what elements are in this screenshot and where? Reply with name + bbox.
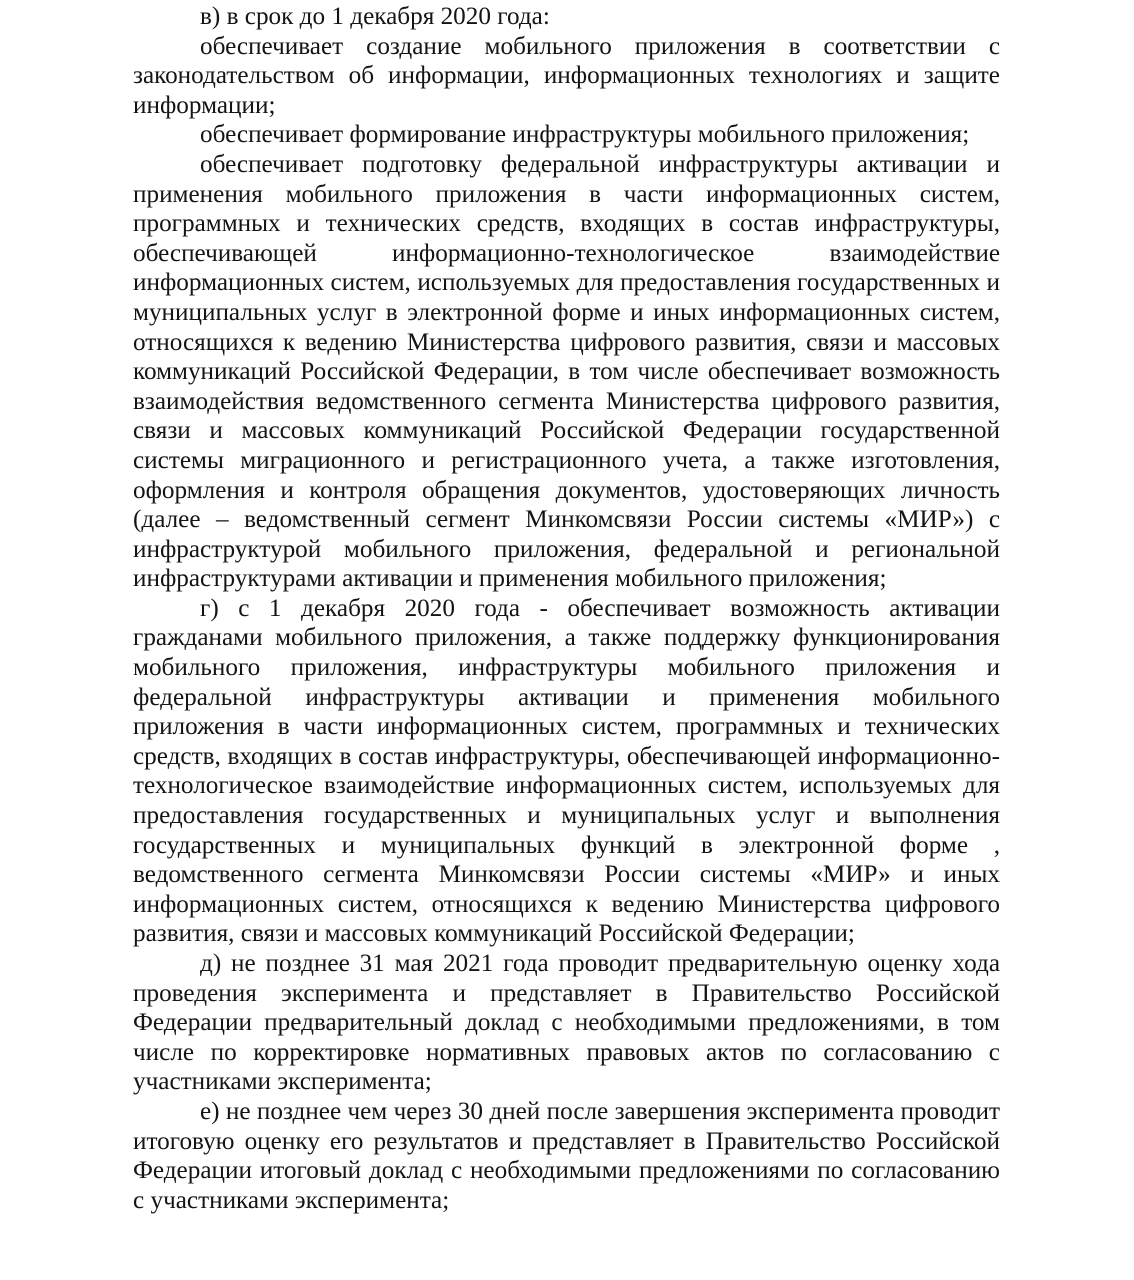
paragraph-d: д) не позднее 31 мая 2021 года проводит предварительную оценку хода проведения эксперимента и представляет в Правительство Российской Федерации предварительный доклад с необходимыми предложениями, в том числе по корректировке нормативных правовых актов по согласованию с участниками эксперимента; (133, 950, 1000, 1096)
paragraph-v-mobile-app-creation: обеспечивает создание мобильного приложения в соответствии с законодательством об информации, информационных технологиях и защите информации; (133, 32, 1000, 119)
paragraph-v-heading: в) в срок до 1 декабря 2020 года: (200, 3, 550, 30)
paragraph-v-infrastructure: обеспечивает формирование инфраструктуры мобильного приложения; (200, 121, 970, 149)
paragraph-v-federal-infrastructure: обеспечивает подготовку федеральной инфраструктуры активации и применения мобильного приложения в части информационных систем, программных и технических средств, входящих в состав инфраструктуры, обеспечивающей информационно-технологическое взаимодействие информационных систем, используемых для предоставления государственных и муниципальных услуг в электронной форме и иных информационных систем, относящихся к ведению Министерства цифрового развития, связи и массовых коммуникаций Российской Федерации, в том числе обеспечивает возможность взаимодействия ведомственного сегмента Министерства цифрового развития, связи и массовых коммуникаций Российской Федерации государственной системы миграционного и регистрационного учета, а также изготовления, оформления и контроля обращения документов, удостоверяющих личность (далее – ведомственный сегмент Минкомсвязи России системы «МИР») с инфраструктурой мобильного приложения, федеральной и региональной инфраструктурами активации и применения мобильного приложения; (133, 150, 1000, 593)
document-body (133, 2, 1000, 1215)
paragraph-e: е) не позднее чем через 30 дней после завершения эксперимента проводит итоговую оценку его результатов и представляет в Правительство Российской Федерации итоговый доклад с необходимыми предложениями по согласованию с участниками эксперимента; (133, 1097, 1000, 1214)
paragraph-g: г) с 1 декабря 2020 года - обеспечивает возможность активации гражданами мобильного приложения, а также поддержку функционирования мобильного приложения, инфраструктуры мобильного приложения и федеральной инфраструктуры активации и применения мобильного приложения в части информационных систем, программных и технических средств, входящих в состав инфраструктуры, обеспечивающей информационно-технологическое взаимодействие информационных систем, используемых для предоставления государственных и муниципальных услуг и выполнения государственных и муниципальных функций в электронной форме , ведомственного сегмента Минкомсвязи России системы «МИР» и иных информационных систем, относящихся к ведению Министерства цифрового развития, связи и массовых коммуникаций Российской Федерации; (133, 594, 1000, 948)
